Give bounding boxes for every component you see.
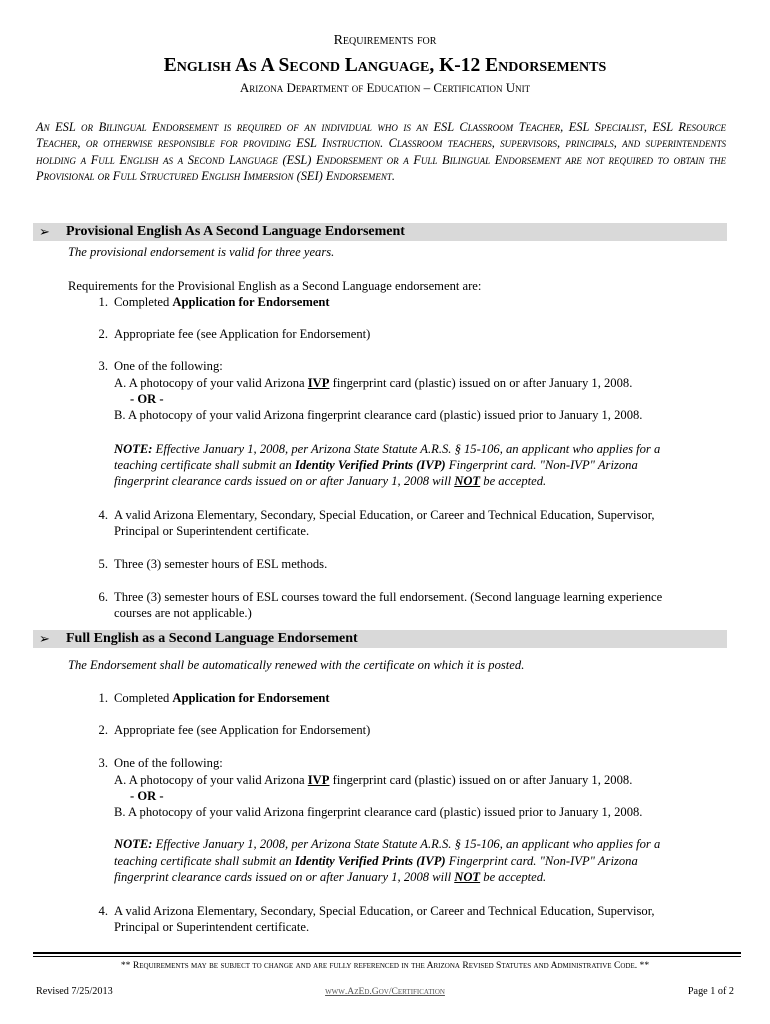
full-validity: The Endorsement shall be automatically renewed with the certificate on which it is posted. [68,658,525,672]
note-bold-text: Identity Verified Prints (IVP) [294,854,446,868]
note-label: NOTE: [114,442,153,456]
list-item [114,294,330,310]
list-number: 2. [98,327,108,341]
list-item [114,690,330,706]
list-item: Three (3) semester hours of ESL methods. [114,557,328,571]
arrow-bullet-icon: ➢ [39,224,50,239]
list-item-continued: Principal or Superintendent certificate. [114,524,310,538]
arrow-bullet-icon: ➢ [39,631,50,646]
list-item: A valid Arizona Elementary, Secondary, Special Education, or Career and Technical Education, Supervisor, [114,904,655,918]
note-line-1 [114,836,660,852]
item-text: fingerprint card (plastic) issued on or after January 1, 2008. [329,773,633,787]
note-line-1 [114,441,660,457]
note-text: Fingerprint card. "Non-IVP" Arizona [445,458,638,472]
not-text: NOT [454,870,481,884]
note-line-3 [114,473,546,489]
list-item: Three (3) semester hours of ESL courses toward the full endorsement. (Second language learning experience [114,590,663,604]
list-item-continued: Principal or Superintendent certificate. [114,920,310,934]
sub-item-a [114,772,632,788]
list-number: 4. [98,508,108,522]
sub-item-b: B. A photocopy of your valid Arizona fingerprint clearance card (plastic) issued prior to January 1, 2008. [114,805,643,819]
item-text: Completed [114,691,173,705]
item-bold-text: Application for Endorsement [172,691,330,705]
list-number: 4. [98,904,108,918]
list-item: Appropriate fee (see Application for Endorsement) [114,723,371,737]
list-number: 1. [98,691,108,705]
sub-item-a [114,375,632,391]
footer-rule-thin [33,956,741,957]
list-item: One of the following: [114,359,223,373]
not-text: NOT [454,474,481,488]
list-item: One of the following: [114,756,223,770]
note-label: NOTE: [114,837,153,851]
revised-date: Revised 7/25/2013 [36,986,113,997]
note-text: Effective January 1, 2008, per Arizona State Statute A.R.S. § 15-106, an applicant who applies for a [152,442,661,456]
note-line-2 [114,853,638,869]
list-number: 6. [98,590,108,604]
section-provisional-header [33,223,727,241]
list-number: 3. [98,359,108,373]
or-separator: - OR - [130,392,164,406]
note-text: Fingerprint card. "Non-IVP" Arizona [445,854,638,868]
provisional-lead: Requirements for the Provisional English as a Second Language endorsement are: [68,279,482,293]
note-text: teaching certificate shall submit an [114,854,295,868]
title-line-3: Arizona Department of Education – Certification Unit [239,80,531,95]
note-text: Effective January 1, 2008, per Arizona State Statute A.R.S. § 15-106, an applicant who applies for a [152,837,661,851]
intro-paragraph: An ESL or Bilingual Endorsement is required of an individual who is an ESL Classroom Teacher, ESL Specialist, ESL Resource Teacher, or otherwise responsible for providing ESL Instruction. Classroom teachers, supervisors, principals, and superintendents holding a Full English as a Second Language (ESL) Endorsement or a Full Bilingual Endorsement are not required to obtain the Provisional or Full Structured English Immersion (SEI) Endorsement. [36,120,726,184]
certification-link[interactable]: www.AzEd.Gov/Certification [325,986,445,997]
title-line-1: Requirements for [333,33,437,48]
note-text: teaching certificate shall submit an [114,458,295,472]
ivp-text: IVP [307,376,330,390]
or-separator: - OR - [130,789,164,803]
note-bold-text: Identity Verified Prints (IVP) [294,458,446,472]
note-text: be accepted. [480,870,547,884]
list-number: 1. [98,295,108,309]
item-text: A. A photocopy of your valid Arizona [114,376,308,390]
note-text: fingerprint clearance cards issued on or after January 1, 2008 will [114,870,455,884]
list-number: 3. [98,756,108,770]
ivp-text: IVP [307,773,330,787]
note-line-2 [114,457,638,473]
note-text: be accepted. [480,474,547,488]
section-provisional-title: Provisional English As A Second Language Endorsement [66,224,405,239]
sub-item-b: B. A photocopy of your valid Arizona fingerprint clearance card (plastic) issued prior to January 1, 2008. [114,408,643,422]
list-number: 5. [98,557,108,571]
note-line-3 [114,869,546,885]
list-item-continued: courses are not applicable.) [114,606,252,620]
page-number: Page 1 of 2 [687,986,734,997]
page-title: English As A Second Language, K-12 Endorsements [163,55,607,76]
footer-disclaimer: ** Requirements may be subject to change and are fully referenced in the Arizona Revised Statutes and Administrative Code. ** [120,960,650,971]
section-full-header [33,630,727,648]
note-text: fingerprint clearance cards issued on or after January 1, 2008 will [114,474,455,488]
list-item: Appropriate fee (see Application for Endorsement) [114,327,371,341]
list-item: A valid Arizona Elementary, Secondary, Special Education, or Career and Technical Education, Supervisor, [114,508,655,522]
section-full-title: Full English as a Second Language Endorsement [66,631,358,646]
list-number: 2. [98,723,108,737]
item-text: Completed [114,295,173,309]
provisional-validity: The provisional endorsement is valid for three years. [68,245,335,259]
item-bold-text: Application for Endorsement [172,295,330,309]
footer-rule-thick [33,952,741,954]
item-text: fingerprint card (plastic) issued on or after January 1, 2008. [329,376,633,390]
item-text: A. A photocopy of your valid Arizona [114,773,308,787]
